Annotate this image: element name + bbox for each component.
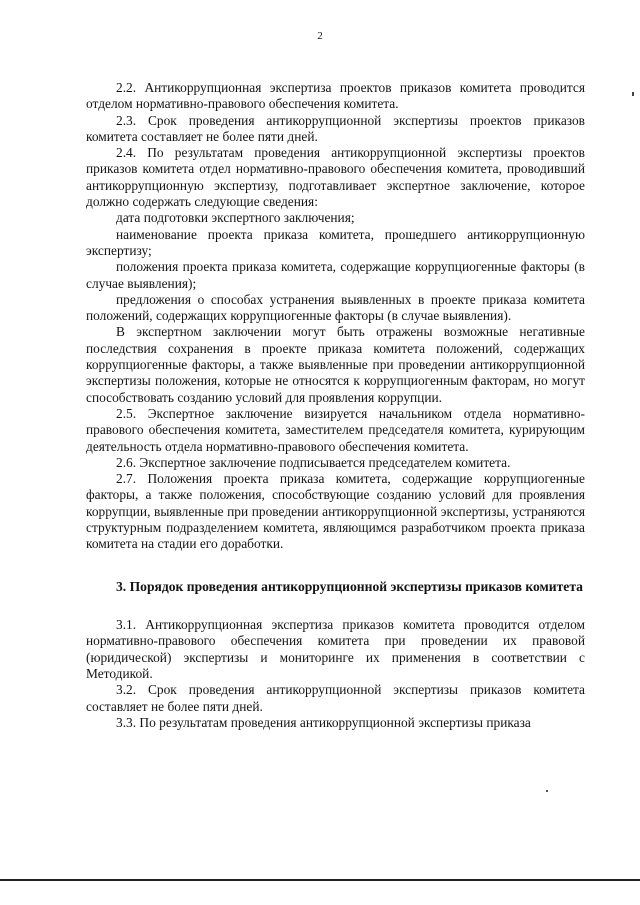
paragraph-3-2: 3.2. Срок проведения антикоррупционной экспертизы приказов комитета составляет не более пяти дней. [86,682,585,714]
list-item-provisions: положения проекта приказа комитета, содержащие коррупциогенные факторы (в случае выявления); [86,259,585,291]
section-heading-3: 3. Порядок проведения антикоррупционной экспертизы приказов комитета [116,578,583,594]
paragraph-3-3: 3.3. По результатам проведения антикоррупционной экспертизы приказа [116,714,531,730]
paragraph-2-3: 2.3. Срок проведения антикоррупционной экспертизы проектов приказов комитета составляет не более пяти дней. [86,112,585,144]
scan-artifact-mark [632,92,634,96]
paragraph-2-7: 2.7. Положения проекта приказа комитета, содержащие коррупциогенные факторы, а также положения, способствующие созданию условий для проявления коррупции, выявленные при проведении антикоррупционной экспертизы, устраняются структурным подразделением комитета, являющимся разработчиком проекта приказа комитета на стадии его доработки. [86,471,585,552]
paragraph-2-5: 2.5. Экспертное заключение визируется начальником отдела нормативно-правового обеспечения комитета, заместителем председателя комитета, курирующим деятельность отдела нормативно-правового обеспечения комитета. [86,405,585,454]
list-item-name: наименование проекта приказа комитета, прошедшего антикоррупционную экспертизу; [86,226,585,258]
paragraph-2-6: 2.6. Экспертное заключение подписывается председателем комитета. [116,454,511,470]
page-number: 2 [317,30,323,42]
paragraph-3-1: 3.1. Антикоррупционная экспертиза приказов комитета проводится отделом нормативно-правового обеспечения комитета при проведении их правовой (юридической) экспертизы и мониторинге их применения в соответствии с Методикой. [86,617,585,681]
list-item-proposals: предложения о способах устранения выявленных в проекте приказа комитета положений, содержащих коррупциогенные факторы (в случае выявления). [86,291,585,324]
scan-edge-line [0,879,640,881]
paragraph-consequences: В экспертном заключении могут быть отражены возможные негативные последствия сохранения в проекте приказа комитета положений, содержащих коррупциогенные факторы, а также выявленные при проведении антикоррупционной экспертизы положения, которые не относятся к коррупциогенным факторам, но могут способствовать созданию условий для проявления коррупции. [86,324,585,405]
list-item-date: дата подготовки экспертного заключения; [116,210,355,226]
document-body [86,80,585,731]
paragraph-2-4: 2.4. По результатам проведения антикоррупционной экспертизы проектов приказов комитета отдел нормативно-правового обеспечения комитета, проводивший антикоррупционную экспертизу, подготавливает экспертное заключение, которое должно содержать следующие сведения: [86,145,585,210]
scan-artifact-dot [546,790,548,792]
paragraph-2-2: 2.2. Антикоррупционная экспертиза проектов приказов комитета проводится отделом нормативно-правового обеспечения комитета. [86,80,585,112]
